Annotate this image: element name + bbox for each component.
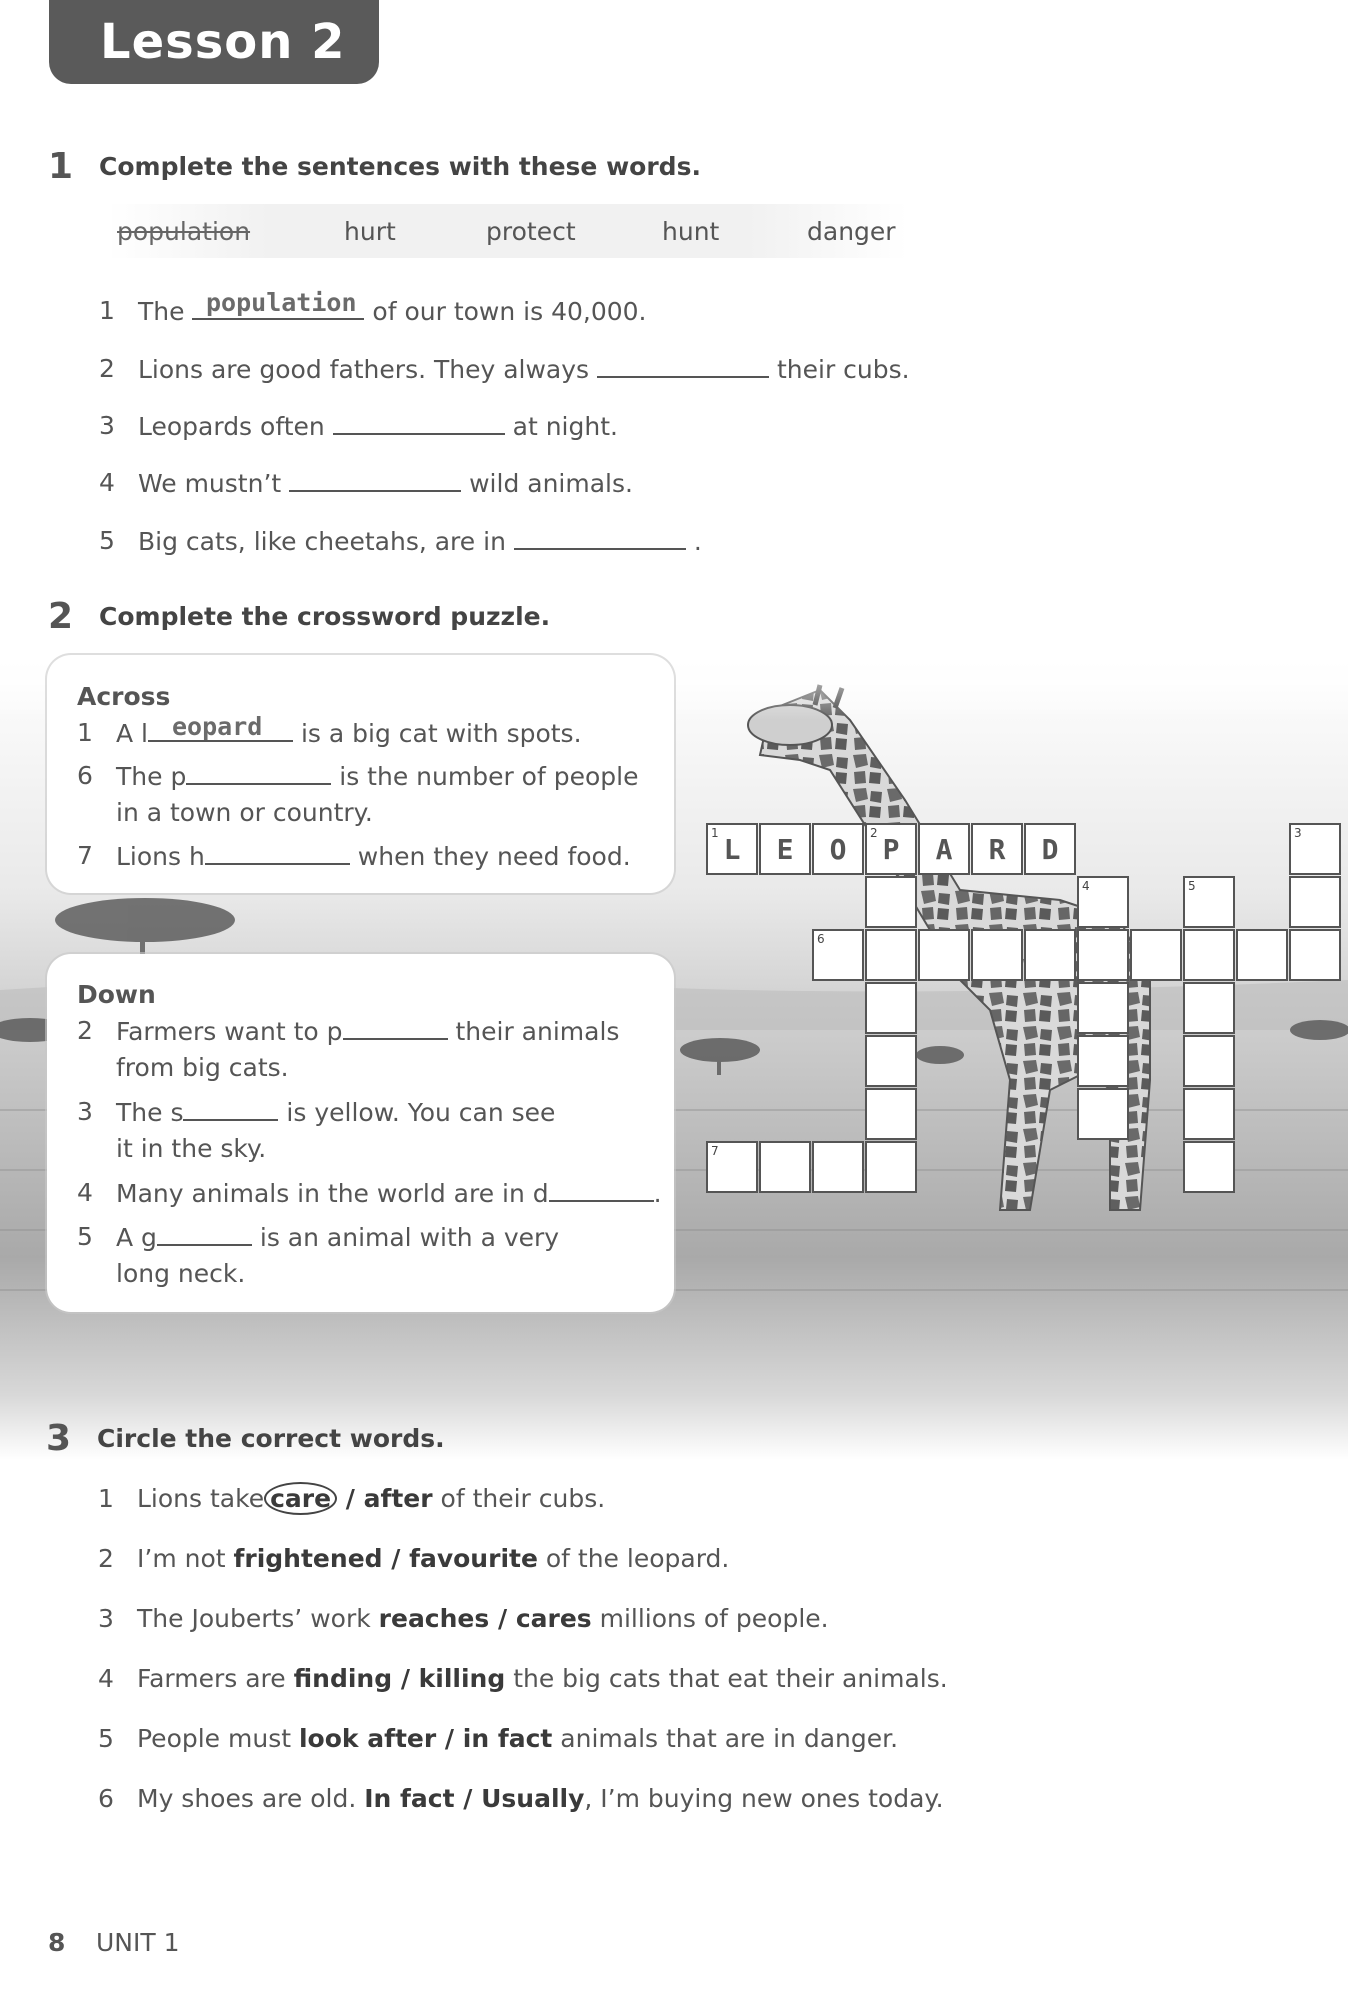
exercise3-number: 3 — [46, 1418, 72, 1459]
sentence-text: The Jouberts’ work — [137, 1604, 379, 1633]
crossword-cell[interactable] — [918, 929, 970, 981]
crossword-cell[interactable] — [1183, 1035, 1235, 1087]
sentence-2 — [138, 354, 910, 384]
clue-text: The s — [116, 1098, 184, 1127]
across-clue-6 — [116, 761, 638, 791]
choice-option[interactable]: care — [264, 1482, 337, 1515]
item-number: 1 — [98, 1484, 114, 1513]
choice-option[interactable]: reaches — [378, 1604, 490, 1633]
clue-continuation: it in the sky. — [116, 1134, 267, 1163]
sentence-text: My shoes are old. — [137, 1784, 365, 1813]
exercise1-title: Complete the sentences with these words. — [99, 152, 701, 181]
sentence-4 — [138, 468, 633, 498]
crossword-cell[interactable] — [706, 823, 758, 875]
answer-blank[interactable] — [333, 411, 505, 435]
choice-sentence — [137, 1604, 829, 1633]
choice-option[interactable]: In fact — [364, 1784, 455, 1813]
down-clue-4 — [116, 1178, 662, 1208]
word-bank-item: population — [117, 217, 251, 246]
clue-text: A g — [116, 1223, 157, 1252]
choice-option[interactable]: cares — [515, 1604, 592, 1633]
clue-continuation: from big cats. — [116, 1053, 289, 1082]
clue-text: when they need food. — [357, 842, 631, 871]
clue-text: is the number of people — [339, 762, 639, 791]
down-clue-3 — [116, 1097, 555, 1127]
clue-number: 5 — [77, 1222, 93, 1251]
crossword-cell-number: 6 — [817, 932, 825, 946]
clue-number: 6 — [77, 761, 93, 790]
sentence-text: millions of people. — [591, 1604, 829, 1633]
handwritten-answer: population — [206, 288, 357, 317]
crossword-cell[interactable] — [865, 1035, 917, 1087]
clue-number: 4 — [77, 1178, 93, 1207]
choice-option[interactable]: look after — [298, 1724, 437, 1753]
exercise3-title: Circle the correct words. — [97, 1424, 445, 1453]
crossword-cell[interactable] — [759, 1141, 811, 1193]
crossword-cell-letter: R — [988, 832, 1006, 866]
down-heading: Down — [77, 980, 156, 1009]
answer-blank[interactable] — [549, 1178, 654, 1202]
clue-number: 2 — [77, 1016, 93, 1045]
choice-separator: / — [454, 1784, 482, 1813]
choice-option[interactable]: Usually — [481, 1784, 585, 1813]
choice-sentence — [137, 1544, 729, 1573]
sentence-3 — [138, 411, 618, 441]
sentence-text: , I’m buying new ones today. — [584, 1784, 944, 1813]
clue-text: is an animal with a very — [259, 1223, 560, 1252]
crossword-cell[interactable] — [1183, 982, 1235, 1034]
item-number: 3 — [99, 411, 115, 440]
sentence-text: Farmers are — [137, 1664, 294, 1693]
down-clue-5 — [116, 1222, 559, 1252]
clue-number: 7 — [77, 841, 93, 870]
clue-number: 1 — [77, 718, 93, 747]
answer-blank[interactable] — [186, 761, 331, 785]
sentence-text: animals that are in danger. — [552, 1724, 899, 1753]
sentence-text: of the leopard. — [537, 1544, 730, 1573]
choice-sentence — [137, 1484, 605, 1513]
crossword-cell-number: 3 — [1294, 826, 1302, 840]
exercise2-number: 2 — [48, 596, 74, 637]
word-bank-item: hurt — [344, 217, 396, 246]
clue-number: 3 — [77, 1097, 93, 1126]
choice-option[interactable]: killing — [418, 1664, 506, 1693]
answer-blank[interactable] — [597, 354, 769, 378]
choice-separator: / — [382, 1544, 410, 1573]
crossword-cell-letter: D — [1041, 832, 1059, 866]
crossword-cell[interactable] — [865, 1141, 917, 1193]
choice-sentence — [137, 1664, 948, 1693]
crossword-cell[interactable] — [1183, 929, 1235, 981]
crossword-cell[interactable] — [1289, 876, 1341, 928]
answer-blank[interactable] — [514, 526, 686, 550]
answer-blank[interactable] — [343, 1016, 448, 1040]
sentence-text: We mustn’t — [138, 469, 282, 498]
lesson-title: Lesson 2 — [100, 14, 346, 70]
crossword-cell-number: 4 — [1082, 879, 1090, 893]
clue-continuation: in a town or country. — [116, 798, 373, 827]
clue-text: . — [653, 1179, 662, 1208]
crossword-cell[interactable] — [1289, 929, 1341, 981]
crossword-cell-letter: O — [829, 832, 847, 866]
exercise2-title: Complete the crossword puzzle. — [99, 602, 551, 631]
item-number: 2 — [99, 354, 115, 383]
clue-text: is yellow. You can see — [286, 1098, 556, 1127]
crossword-cell[interactable] — [812, 929, 864, 981]
clue-text: is a big cat with spots. — [300, 719, 582, 748]
exercise1-number: 1 — [48, 146, 74, 187]
crossword-cell[interactable] — [971, 823, 1023, 875]
word-bank-item: protect — [486, 217, 576, 246]
sentence-text: wild animals. — [469, 469, 633, 498]
sentence-5 — [138, 526, 702, 556]
sentence-text: The — [138, 297, 185, 326]
crossword-cell[interactable] — [865, 929, 917, 981]
sentence-text: of their cubs. — [432, 1484, 606, 1513]
choice-sentence — [137, 1724, 898, 1753]
sentence-text: the big cats that eat their animals. — [505, 1664, 948, 1693]
item-number: 3 — [98, 1604, 114, 1633]
crossword-cell[interactable] — [865, 823, 917, 875]
clue-text: Farmers want to p — [116, 1017, 343, 1046]
crossword-cell[interactable] — [1077, 1088, 1129, 1140]
down-clue-2 — [116, 1016, 619, 1046]
choice-separator: / — [392, 1664, 419, 1693]
answer-blank[interactable] — [205, 841, 350, 865]
clue-text: The p — [116, 762, 187, 791]
word-bank-item: hunt — [662, 217, 720, 246]
sentence-text: I’m not — [137, 1544, 234, 1573]
item-number: 1 — [99, 296, 115, 325]
crossword-cell[interactable] — [1024, 823, 1076, 875]
sentence-text: . — [693, 527, 702, 556]
item-number: 5 — [98, 1724, 114, 1753]
crossword-cell[interactable] — [1183, 1088, 1235, 1140]
sentence-text: People must — [137, 1724, 299, 1753]
answer-blank[interactable] — [183, 1097, 278, 1121]
choice-separator: / — [337, 1484, 364, 1513]
clue-continuation: long neck. — [116, 1259, 246, 1288]
crossword-cell[interactable] — [865, 982, 917, 1034]
item-number: 2 — [98, 1544, 114, 1573]
choice-option[interactable]: frightened — [233, 1544, 383, 1573]
crossword-cell[interactable] — [759, 823, 811, 875]
crossword-cell-letter: P — [882, 832, 900, 866]
page-number: 8 — [48, 1928, 66, 1957]
crossword-cell[interactable] — [918, 823, 970, 875]
crossword-cell[interactable] — [706, 1141, 758, 1193]
choice-option[interactable]: finding — [293, 1664, 393, 1693]
crossword-cell[interactable] — [1130, 929, 1182, 981]
crossword-cell[interactable] — [812, 1141, 864, 1193]
choice-sentence — [137, 1784, 944, 1813]
item-number: 4 — [99, 468, 115, 497]
choice-option[interactable]: in fact — [462, 1724, 553, 1753]
crossword-cell[interactable] — [1077, 982, 1129, 1034]
crossword-cell[interactable] — [812, 823, 864, 875]
crossword-cell[interactable] — [1024, 929, 1076, 981]
sentence-text: at night. — [512, 412, 618, 441]
crossword-cell-letter: L — [723, 832, 741, 866]
clue-text: A l — [116, 719, 148, 748]
crossword-cell-number: 2 — [870, 826, 878, 840]
sentence-text: Leopards often — [138, 412, 325, 441]
crossword-cell-letter: E — [776, 832, 794, 866]
answer-blank[interactable] — [157, 1222, 252, 1246]
crossword-cell[interactable] — [1289, 823, 1341, 875]
crossword-cell[interactable] — [1183, 876, 1235, 928]
answer-blank[interactable] — [289, 468, 461, 492]
crossword-cell[interactable] — [1183, 1141, 1235, 1193]
sentence-text: Lions take — [137, 1484, 265, 1513]
clue-text: Lions h — [116, 842, 205, 871]
crossword-cell-letter: A — [935, 832, 953, 866]
clue-text: Many animals in the world are in d — [116, 1179, 549, 1208]
choice-separator: / — [489, 1604, 516, 1633]
choice-option[interactable]: favourite — [409, 1544, 538, 1573]
unit-label: UNIT 1 — [96, 1928, 180, 1957]
choice-option[interactable]: after — [363, 1484, 433, 1513]
item-number: 6 — [98, 1784, 114, 1813]
sentence-text: Big cats, like cheetahs, are in — [138, 527, 506, 556]
across-clue-7 — [116, 841, 631, 871]
crossword-cell[interactable] — [1236, 929, 1288, 981]
crossword-cell[interactable] — [865, 1088, 917, 1140]
crossword-cell[interactable] — [1077, 876, 1129, 928]
crossword-cell-number: 5 — [1188, 879, 1196, 893]
choice-separator: / — [436, 1724, 463, 1753]
crossword-cell[interactable] — [1077, 1035, 1129, 1087]
word-bank-item: danger — [807, 217, 896, 246]
across-heading: Across — [77, 682, 171, 711]
crossword-cell-number: 1 — [711, 826, 719, 840]
sentence-text: their cubs. — [776, 355, 910, 384]
item-number: 4 — [98, 1664, 114, 1693]
crossword-cell-number: 7 — [711, 1144, 719, 1158]
crossword-cell[interactable] — [971, 929, 1023, 981]
handwritten-answer: eopard — [172, 712, 263, 741]
item-number: 5 — [99, 526, 115, 555]
clue-text: their animals — [455, 1017, 620, 1046]
sentence-text: of our town is 40,000. — [372, 297, 647, 326]
crossword-cell[interactable] — [865, 876, 917, 928]
sentence-text: Lions are good fathers. They always — [138, 355, 590, 384]
crossword-cell[interactable] — [1077, 929, 1129, 981]
